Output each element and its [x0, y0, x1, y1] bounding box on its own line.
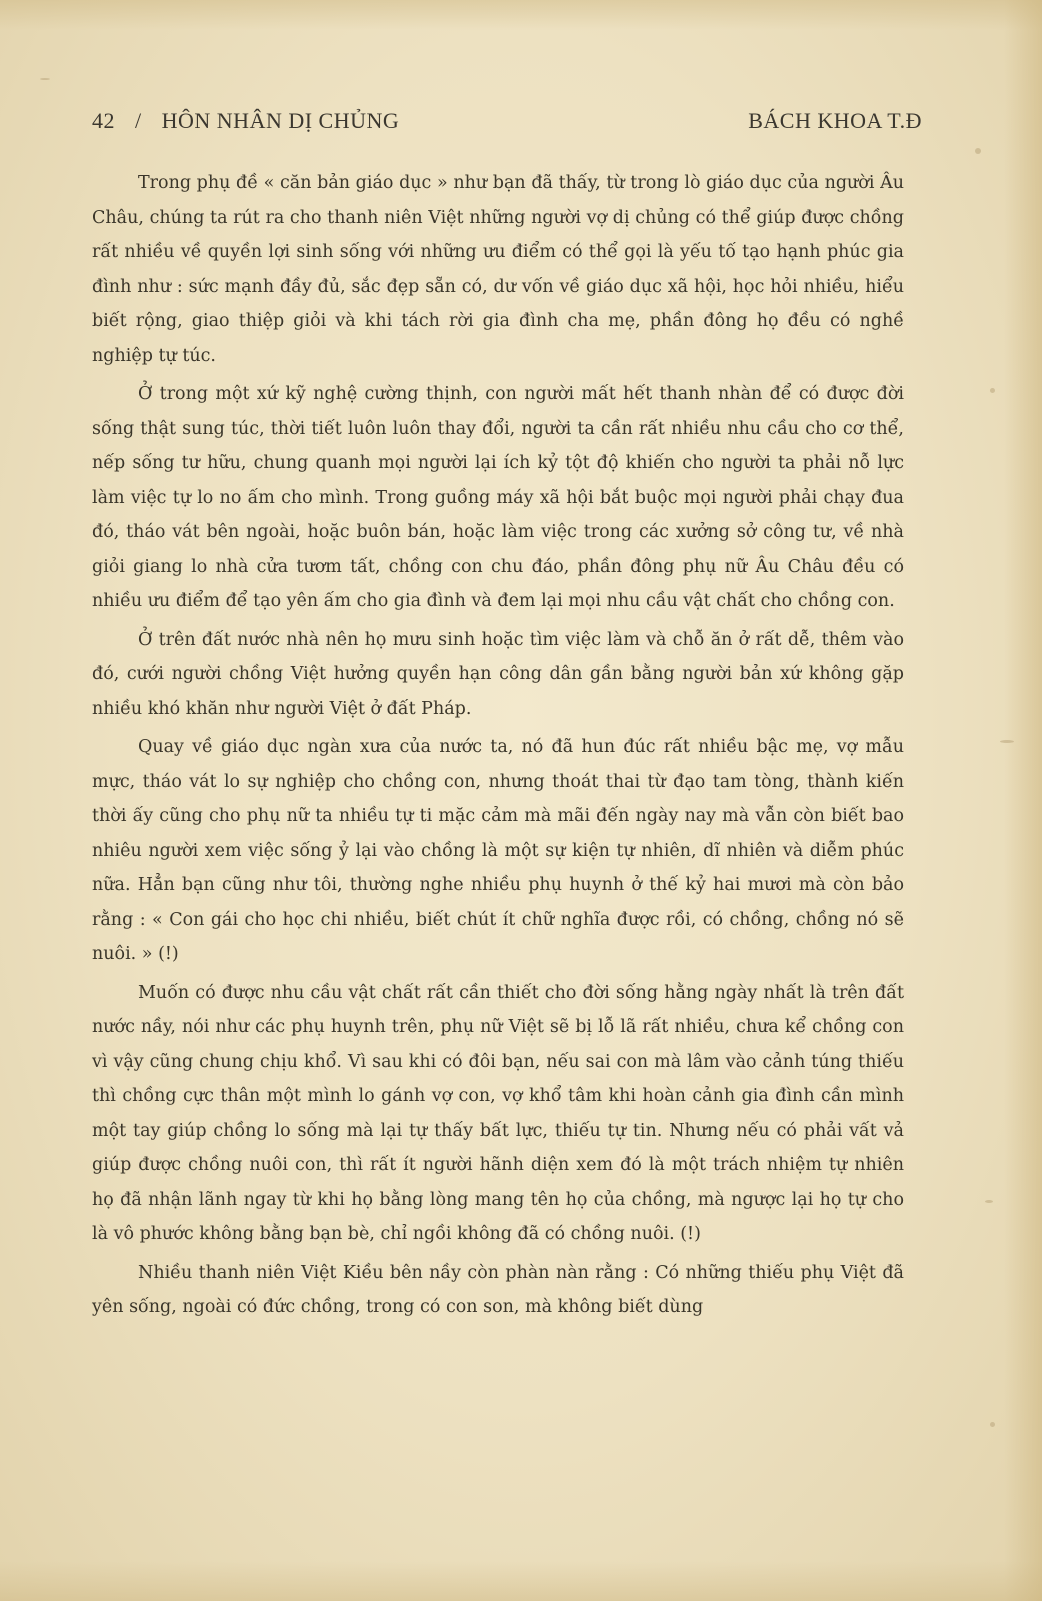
- paragraph: Ở trên đất nước nhà nên họ mưu sinh hoặc tìm việc làm và chỗ ăn ở rất dễ, thêm vào đó, cưới người chồng Việt hưởng quyền hạn công dân gần bằng người bản xứ không gặp nhiều khó khăn như người Việt ở đất Pháp.: [92, 629, 904, 719]
- running-header: [92, 108, 922, 144]
- body-text: [92, 166, 904, 1329]
- header-separator: /: [135, 108, 142, 133]
- paper-speck: [40, 78, 50, 80]
- paragraph: Nhiều thanh niên Việt Kiều bên nầy còn phàn nàn rằng : Có những thiếu phụ Việt đã yên sống, ngoài có đức chồng, trong có con son, mà không biết dùng: [92, 1262, 904, 1317]
- paper-speck: [990, 388, 995, 393]
- page-edge-shadow-right: [1004, 0, 1042, 1601]
- page-number: 42: [92, 108, 115, 133]
- paragraph: Quay về giáo dục ngàn xưa của nước ta, nó đã hun đúc rất nhiều bậc mẹ, vợ mẫu mực, tháo vát lo sự nghiệp cho chồng con, nhưng thoát thai từ đạo tam tòng, thành kiến thời ấy cũng cho phụ nữ ta nhiều tự ti mặc cảm mà mãi đến ngày nay mà vẫn còn biết bao nhiêu người xem việc sống ỷ lại vào chồng là một sự kiện tự nhiên, dĩ nhiên và diễm phúc nữa. Hẳn bạn cũng như tôi, thường nghe nhiều phụ huynh ở thế kỷ hai mươi mà còn bảo rằng : « Con gái cho học chi nhiều, biết chút ít chữ nghĩa được rồi, có chồng, chồng nó sẽ nuôi. » (!): [92, 737, 904, 964]
- paper-speck: [975, 148, 981, 154]
- chapter-title: HÔN NHÂN DỊ CHỦNG: [161, 108, 400, 133]
- paragraph: Ở trong một xứ kỹ nghệ cường thịnh, con người mất hết thanh nhàn để có được đời sống thật sung túc, thời tiết luôn luôn thay đổi, người ta cần rất nhiều nhu cầu cho cơ thể, nếp sống tư hữu, chung quanh mọi người lại ích kỷ tột độ khiến cho người ta phải nỗ lực làm việc tự lo no ấm cho mình. Trong guồng máy xã hội bắt buộc mọi người phải chạy đua đó, tháo vát bên ngoài, hoặc buôn bán, hoặc làm việc trong các xưởng sở công tư, về nhà giỏi giang lo nhà cửa tươm tất, chồng con chu đáo, phần đông phụ nữ Âu Châu đều có nhiều ưu điểm để tạo yên ấm cho gia đình và đem lại mọi nhu cầu vật chất cho chồng con.: [92, 384, 904, 611]
- publication-title: BÁCH KHOA T.Đ: [748, 108, 922, 133]
- paragraph: Trong phụ đề « căn bản giáo dục » như bạn đã thấy, từ trong lò giáo dục của người Âu Châu, chúng ta rút ra cho thanh niên Việt những người vợ dị chủng có thể giúp được chồng rất nhiều về quyền lợi sinh sống với những ưu điểm có thể gọi là yếu tố tạo hạnh phúc gia đình như : sức mạnh đầy đủ, sắc đẹp sẵn có, dư vốn về giáo dục xã hội, học hỏi nhiều, hiểu biết rộng, giao thiệp giỏi và khi tách rời gia đình cha mẹ, phần đông họ đều có nghề nghiệp tự túc.: [92, 173, 904, 366]
- paragraph: Muốn có được nhu cầu vật chất rất cần thiết cho đời sống hằng ngày nhất là trên đất nước nầy, nói như các phụ huynh trên, phụ nữ Việt sẽ bị lỗ lã rất nhiều, chưa kể chồng con vì vậy cũng chung chịu khổ. Vì sau khi có đôi bạn, nếu sai con mà lâm vào cảnh túng thiếu thì chồng cực thân một mình lo gánh vợ con, vợ khổ tâm khi hoàn cảnh gia đình cần mình một tay giúp chồng lo sống mà lại tự thấy bất lực, thiếu tự tin. Nhưng nếu có phải vất vả giúp được chồng nuôi con, thì rất ít người hãnh diện xem đó là một trách nhiệm tự nhiên họ đã nhận lãnh ngay từ khi họ bằng lòng mang tên họ của chồng, mà ngược lại họ tự cho là vô phước không bằng bạn bè, chỉ ngồi không đã có chồng nuôi. (!): [92, 982, 904, 1244]
- header-left: [92, 108, 399, 134]
- paper-speck: [1000, 740, 1014, 743]
- page-edge-shadow-bottom: [0, 1561, 1042, 1601]
- page-edge-shadow-top: [0, 0, 1042, 30]
- paper-speck: [985, 1200, 993, 1203]
- paper-speck: [990, 1422, 995, 1427]
